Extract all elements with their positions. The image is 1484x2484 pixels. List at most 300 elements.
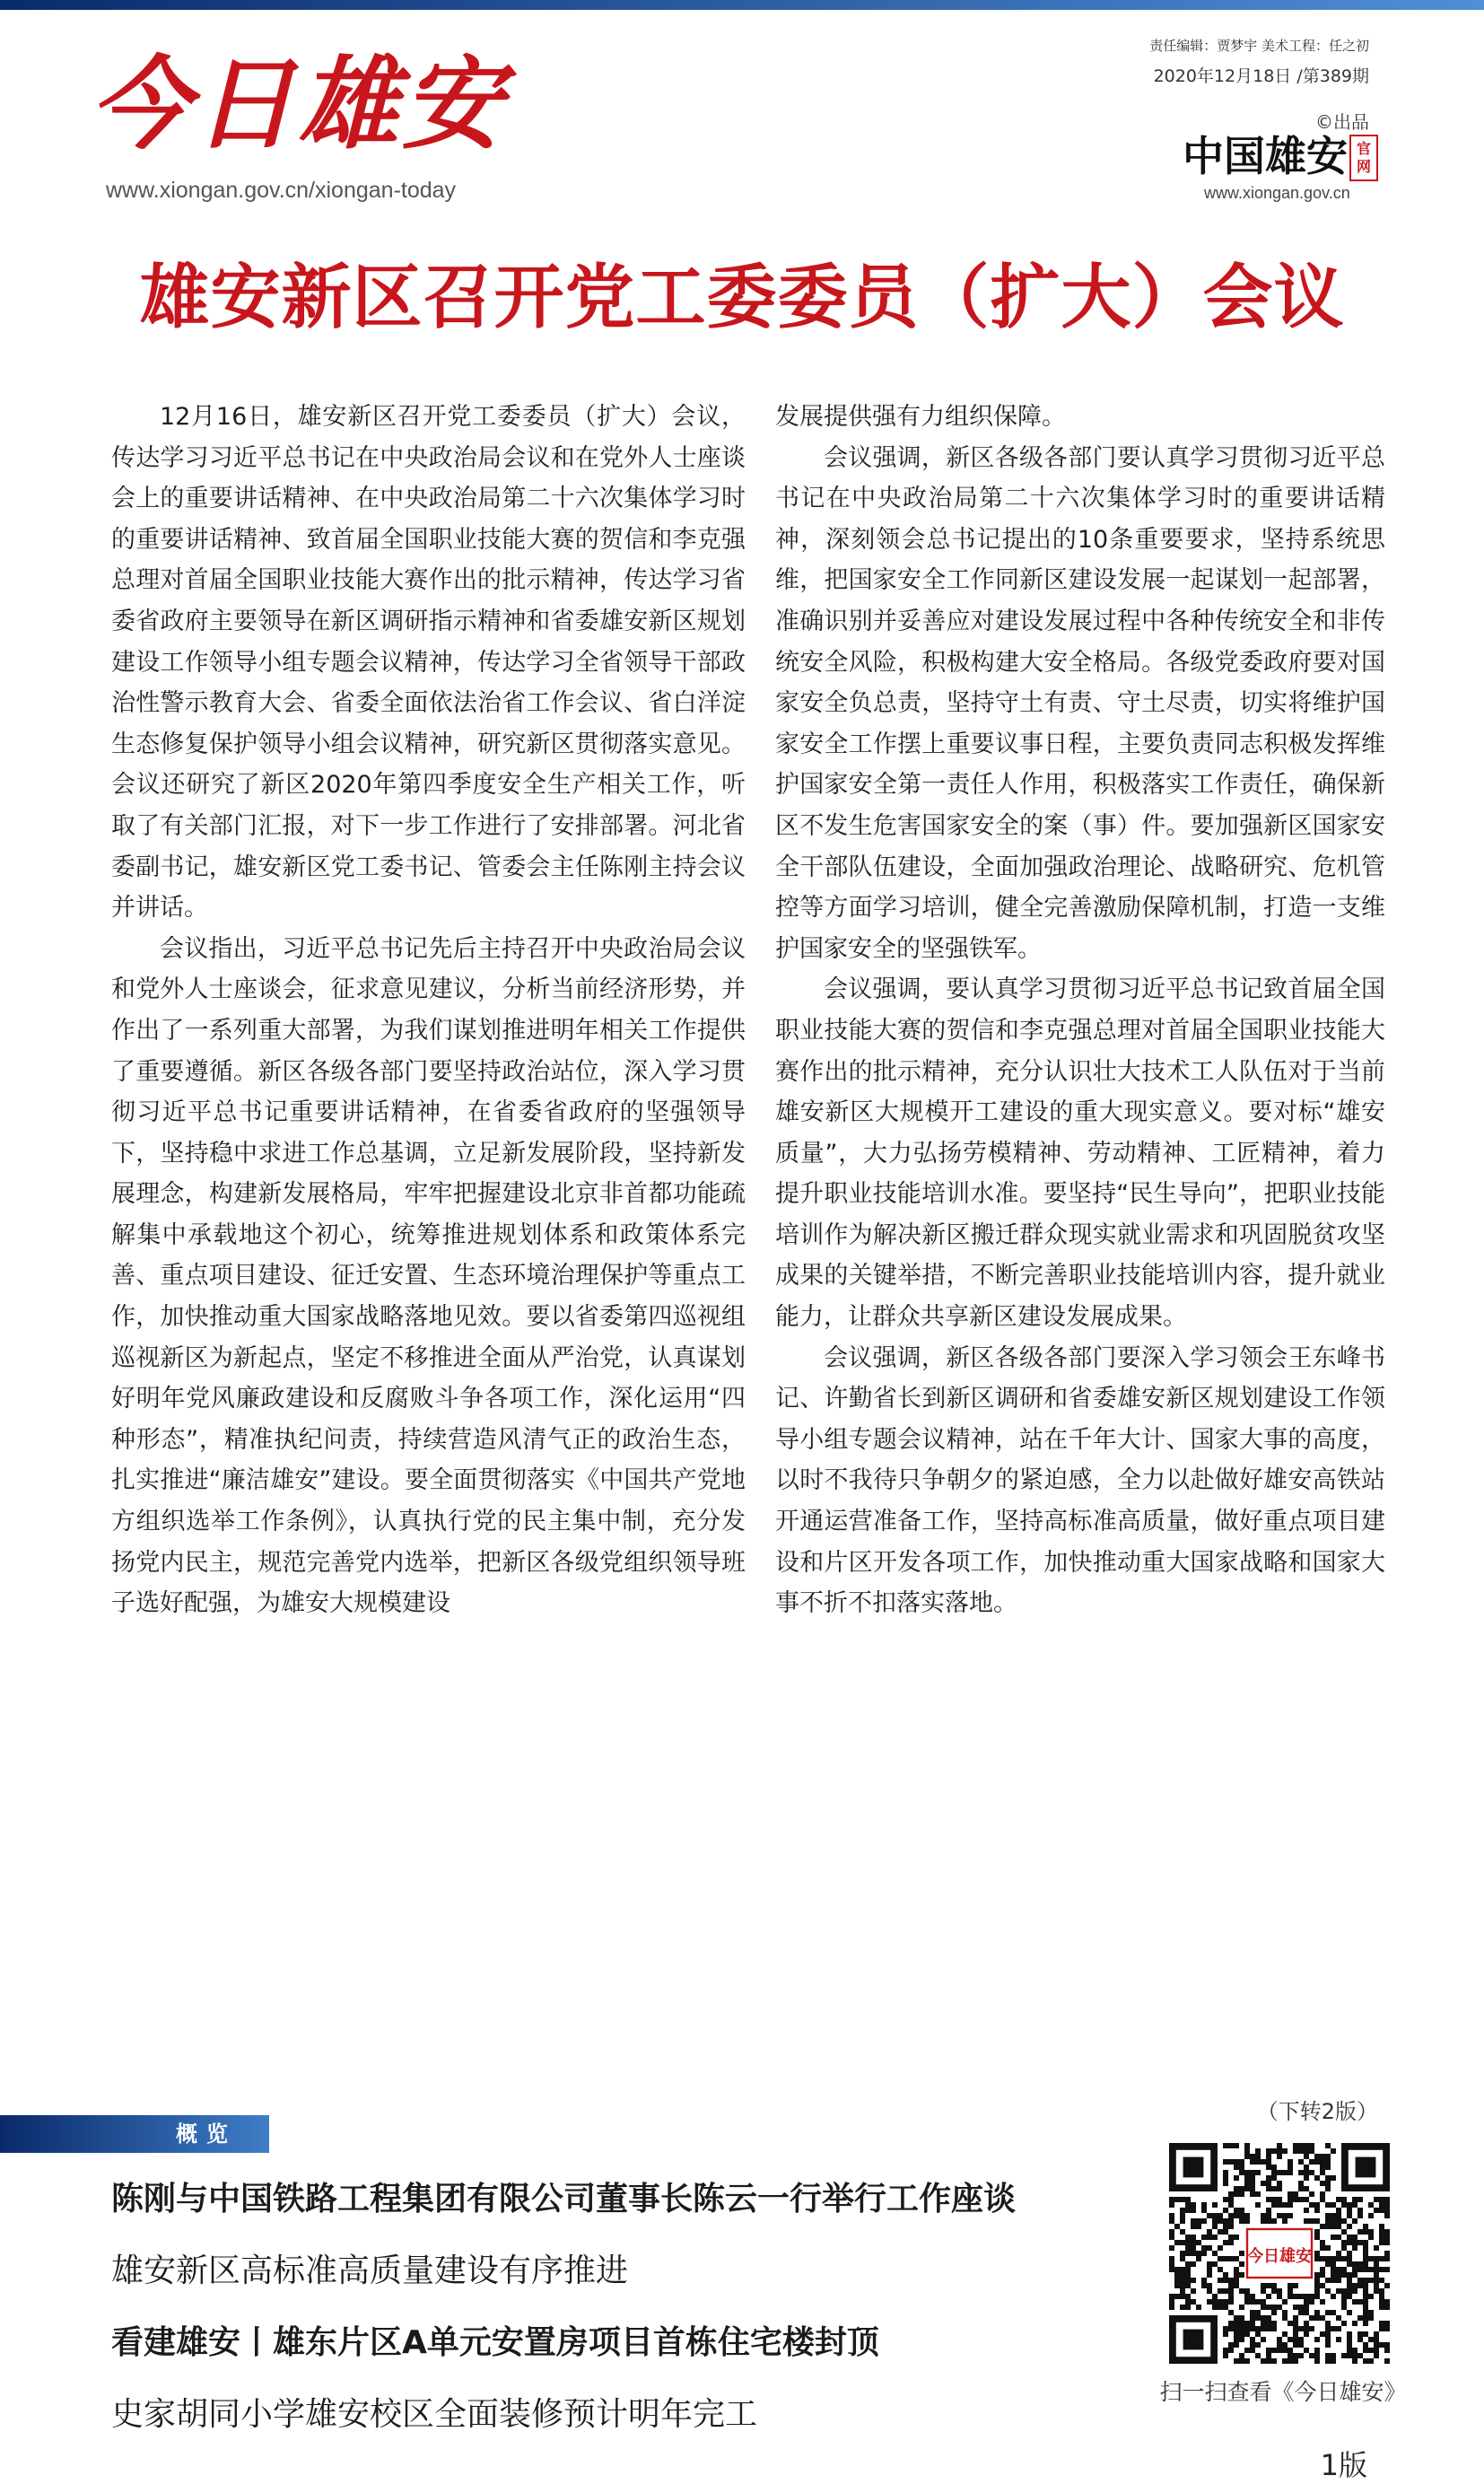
qr-module [1196, 2224, 1201, 2229]
qr-module [1212, 2261, 1218, 2267]
qr-module [1368, 2213, 1374, 2218]
qr-module [1239, 2321, 1244, 2326]
qr-module [1244, 2299, 1250, 2305]
qr-module [1207, 2213, 1212, 2218]
qr-module [1374, 2331, 1379, 2337]
qr-module [1331, 2261, 1336, 2267]
qr-module [1293, 2148, 1298, 2154]
qr-module [1325, 2288, 1331, 2294]
qr-module [1384, 2213, 1390, 2218]
qr-module [1293, 2197, 1298, 2202]
qr-module [1261, 2159, 1266, 2165]
qr-module [1266, 2305, 1271, 2310]
qr-module [1228, 2191, 1234, 2197]
qr-module [1331, 2213, 1336, 2218]
qr-module [1314, 2256, 1320, 2261]
qr-module [1212, 2299, 1218, 2305]
qr-module [1239, 2170, 1244, 2175]
qr-module [1352, 2267, 1357, 2272]
qr-module [1266, 2353, 1271, 2358]
qr-module [1169, 2229, 1174, 2235]
qr-module [1347, 2342, 1352, 2348]
qr-module [1304, 2148, 1309, 2154]
qr-module [1250, 2175, 1255, 2181]
qr-module [1228, 2342, 1234, 2348]
qr-module [1325, 2165, 1331, 2170]
qr-module [1288, 2202, 1293, 2208]
qr-module [1341, 2245, 1347, 2251]
qr-module [1234, 2278, 1239, 2283]
qr-module [1239, 2165, 1244, 2170]
qr-module [1169, 2245, 1174, 2251]
qr-module [1347, 2283, 1352, 2288]
qr-module [1266, 2159, 1271, 2165]
qr-module [1207, 2245, 1212, 2251]
overview-item[interactable]: 陈刚与中国铁路工程集团有限公司董事长陈云一行举行工作座谈 [111, 2181, 1017, 2217]
qr-module [1180, 2251, 1185, 2256]
qr-module [1304, 2197, 1309, 2202]
qr-module [1271, 2283, 1277, 2288]
qr-module [1239, 2288, 1244, 2294]
qr-module [1374, 2337, 1379, 2342]
qr-module [1325, 2326, 1331, 2331]
qr-module [1191, 2235, 1196, 2240]
qr-module [1314, 2278, 1320, 2283]
qr-module [1363, 2305, 1368, 2310]
qr-module [1261, 2299, 1266, 2305]
qr-module [1363, 2299, 1368, 2305]
qr-module [1244, 2148, 1250, 2154]
qr-module [1374, 2288, 1379, 2294]
qr-module [1347, 2278, 1352, 2283]
qr-module [1185, 2278, 1191, 2283]
qr-module [1288, 2170, 1293, 2175]
overview-item[interactable]: 雄安新区高标准高质量建设有序推进 [111, 2252, 629, 2289]
qr-module [1169, 2218, 1174, 2224]
qr-module [1255, 2170, 1261, 2175]
qr-module [1314, 2337, 1320, 2342]
qr-module [1255, 2148, 1261, 2154]
qr-module [1282, 2218, 1288, 2224]
qr-module [1293, 2358, 1298, 2364]
qr-module [1336, 2326, 1341, 2331]
qr-module [1255, 2315, 1261, 2321]
qr-module [1266, 2315, 1271, 2321]
qr-module [1314, 2175, 1320, 2181]
qr-module [1363, 2240, 1368, 2245]
qr-module [1357, 2331, 1363, 2337]
qr-module [1331, 2267, 1336, 2272]
qr-module [1185, 2261, 1191, 2267]
qr-module [1331, 2278, 1336, 2283]
qr-module [1271, 2310, 1277, 2315]
qr-module [1363, 2267, 1368, 2272]
qr-module [1261, 2218, 1266, 2224]
qr-module [1314, 2251, 1320, 2256]
qr-module [1288, 2159, 1293, 2165]
qr-module [1239, 2358, 1244, 2364]
qr-module [1180, 2278, 1185, 2283]
qr-module [1250, 2348, 1255, 2353]
qr-module [1352, 2272, 1357, 2278]
qr-module [1352, 2261, 1357, 2267]
qr-module [1384, 2256, 1390, 2261]
qr-module [1325, 2337, 1331, 2342]
qr-module [1357, 2353, 1363, 2358]
qr-module [1379, 2321, 1384, 2326]
qr-module [1298, 2353, 1304, 2358]
qr-module [1352, 2321, 1357, 2326]
qr-module [1347, 2240, 1352, 2245]
qr-module [1336, 2213, 1341, 2218]
qr-module [1298, 2337, 1304, 2342]
qr-module [1304, 2326, 1309, 2331]
qr-module [1234, 2175, 1239, 2181]
qr-module [1255, 2159, 1261, 2165]
qr-module [1314, 2348, 1320, 2353]
qr-module [1180, 2288, 1185, 2294]
qr-module [1261, 2326, 1266, 2331]
qr-module [1314, 2208, 1320, 2213]
qr-module [1234, 2191, 1239, 2197]
qr-module [1244, 2213, 1250, 2218]
article-paragraph: 12月16日，雄安新区召开党工委委员（扩大）会议，传达学习习近平总书记在中央政治局会议和在党外人士座谈会上的重要讲话精神、在中央政治局第二十六次集体学习时的重要讲话精神、致首届全国职业技能大赛的贺信和李克强总理对首届全国职业技能大赛作出的批示精神，传达学习省委省政府主要领导在新区调研指示精神和省委雄安新区规划建设工作领导小组专题会议精神，传达学习全省领导干部政治性警示教育大会、省委全面依法治省工作会议、省白洋淀生态修复保护领导小组会议精神，研究新区贯彻落实意见。会议还研究了新区2020年第四季度安全生产相关工作，听取了有关部门汇报，对下一步工作进行了安排部署。河北省委副书记，雄安新区党工委书记、管委会主任陈刚主持会议并讲话。 [111, 403, 746, 923]
qr-module [1250, 2170, 1255, 2175]
qr-module [1191, 2245, 1196, 2251]
qr-module [1196, 2240, 1201, 2245]
qr-module [1314, 2353, 1320, 2358]
qr-module [1347, 2251, 1352, 2256]
qr-module [1288, 2294, 1293, 2299]
qr-module [1314, 2235, 1320, 2240]
qr-module [1384, 2251, 1390, 2256]
qr-module [1255, 2353, 1261, 2358]
qr-module [1341, 2288, 1347, 2294]
seal-char: 网 [1356, 158, 1371, 175]
qr-module [1239, 2251, 1244, 2256]
qr-caption: 扫一扫查看《今日雄安》 [1159, 2379, 1407, 2405]
qr-module [1357, 2208, 1363, 2213]
overview-item[interactable]: 看建雄安丨雄东片区A单元安置房项目首栋住宅楼封顶 [111, 2324, 879, 2361]
qr-module [1185, 2251, 1191, 2256]
masthead-url[interactable]: www.xiongan.gov.cn/xiongan-today [106, 178, 457, 203]
qr-module [1212, 2305, 1218, 2310]
qr-module [1336, 2267, 1341, 2272]
qr-module [1293, 2342, 1298, 2348]
qr-module [1298, 2342, 1304, 2348]
qr-module [1304, 2143, 1309, 2148]
qr-module [1271, 2358, 1277, 2364]
qr-module [1271, 2321, 1277, 2326]
qr-module [1357, 2299, 1363, 2305]
qr-module [1304, 2154, 1309, 2159]
china-xiongan-logo: 中国雄安 [1183, 132, 1348, 180]
qr-module [1352, 2197, 1357, 2202]
qr-module [1244, 2348, 1250, 2353]
qr-module [1218, 2288, 1223, 2294]
qr-module [1228, 2310, 1234, 2315]
qr-module [1234, 2143, 1239, 2148]
qr-module [1207, 2288, 1212, 2294]
qr-module [1325, 2218, 1331, 2224]
qr-module [1185, 2305, 1191, 2310]
qr-module [1185, 2235, 1191, 2240]
qr-module [1331, 2358, 1336, 2364]
qr-module [1363, 2251, 1368, 2256]
qr-module [1223, 2272, 1228, 2278]
qr-module [1180, 2213, 1185, 2218]
qr-module [1250, 2191, 1255, 2197]
qr-module [1271, 2218, 1277, 2224]
qr-module [1207, 2299, 1212, 2305]
qr-module [1309, 2202, 1314, 2208]
qr-module [1331, 2202, 1336, 2208]
qr-module [1374, 2353, 1379, 2358]
qr-module [1368, 2315, 1374, 2321]
qr-module [1244, 2170, 1250, 2175]
qr-module [1309, 2170, 1314, 2175]
qr-module [1309, 2299, 1314, 2305]
qr-module [1314, 2159, 1320, 2165]
qr-module [1374, 2278, 1379, 2283]
qr-module [1368, 2235, 1374, 2240]
qr-module [1363, 2315, 1368, 2321]
qr-module [1234, 2326, 1239, 2331]
qr-module [1228, 2202, 1234, 2208]
qr-module [1185, 2294, 1191, 2299]
qr-module [1266, 2326, 1271, 2331]
qr-module [1341, 2229, 1347, 2235]
qr-module [1331, 2310, 1336, 2315]
qr-module [1234, 2337, 1239, 2342]
qr-module [1384, 2283, 1390, 2288]
qr-module [1228, 2213, 1234, 2218]
qr-module [1266, 2181, 1271, 2186]
qr-module [1234, 2267, 1239, 2272]
qr-module [1185, 2267, 1191, 2272]
qr-module [1357, 2229, 1363, 2235]
qr-module [1357, 2283, 1363, 2288]
qr-module [1298, 2159, 1304, 2165]
qr-module [1352, 2240, 1357, 2245]
qr-module [1271, 2170, 1277, 2175]
qr-module [1320, 2159, 1325, 2165]
qr-module [1374, 2256, 1379, 2261]
qr-module [1239, 2218, 1244, 2224]
qr-module [1169, 2305, 1174, 2310]
qr-module [1384, 2358, 1390, 2364]
qr-module [1239, 2159, 1244, 2165]
qr-module [1191, 2251, 1196, 2256]
masthead-logo: 今日雄安 [90, 46, 506, 163]
qr-module [1239, 2191, 1244, 2197]
qr-module [1180, 2218, 1185, 2224]
qr-module [1250, 2159, 1255, 2165]
overview-item[interactable]: 史家胡同小学雄安校区全面装修预计明年完工 [111, 2396, 758, 2433]
qr-module [1336, 2208, 1341, 2213]
qr-module [1293, 2353, 1298, 2358]
qr-module [1223, 2299, 1228, 2305]
brand-url[interactable]: www.xiongan.gov.cn [1204, 184, 1350, 202]
qr-module [1384, 2197, 1390, 2202]
qr-module [1169, 2294, 1174, 2299]
qr-module [1228, 2235, 1234, 2240]
qr-module [1379, 2294, 1384, 2299]
qr-module [1325, 2278, 1331, 2283]
qr-module [1293, 2191, 1298, 2197]
qr-module [1309, 2143, 1314, 2148]
qr-module [1304, 2321, 1309, 2326]
qr-code[interactable] [1169, 2143, 1390, 2364]
qr-module [1331, 2326, 1336, 2331]
qr-module [1185, 2245, 1191, 2251]
qr-module [1384, 2321, 1390, 2326]
qr-module [1255, 2326, 1261, 2331]
qr-module [1374, 2272, 1379, 2278]
qr-module [1207, 2229, 1212, 2235]
qr-module [1250, 2342, 1255, 2348]
qr-module [1277, 2337, 1282, 2342]
qr-module [1325, 2154, 1331, 2159]
qr-module [1363, 2288, 1368, 2294]
qr-module [1244, 2358, 1250, 2364]
qr-module [1331, 2256, 1336, 2261]
qr-module [1314, 2315, 1320, 2321]
qr-module [1347, 2256, 1352, 2261]
qr-module [1288, 2358, 1293, 2364]
qr-module [1374, 2208, 1379, 2213]
qr-module [1174, 2272, 1180, 2278]
qr-module [1201, 2245, 1207, 2251]
qr-module [1223, 2197, 1228, 2202]
qr-module [1384, 2299, 1390, 2305]
qr-module [1325, 2213, 1331, 2218]
qr-module [1207, 2272, 1212, 2278]
qr-module [1336, 2315, 1341, 2321]
qr-module [1298, 2143, 1304, 2148]
qr-module [1223, 2224, 1228, 2229]
qr-module [1282, 2310, 1288, 2315]
qr-module [1174, 2278, 1180, 2283]
qr-module [1336, 2256, 1341, 2261]
qr-module [1309, 2218, 1314, 2224]
qr-module [1379, 2235, 1384, 2240]
qr-module [1234, 2358, 1239, 2364]
qr-module [1331, 2294, 1336, 2299]
qr-module [1331, 2235, 1336, 2240]
qr-module [1384, 2305, 1390, 2310]
qr-module [1363, 2245, 1368, 2251]
article-right-column [775, 397, 1385, 1624]
qr-module [1282, 2202, 1288, 2208]
qr-module [1352, 2353, 1357, 2358]
qr-module [1191, 2240, 1196, 2245]
qr-module [1239, 2186, 1244, 2191]
qr-module [1325, 2321, 1331, 2326]
qr-module [1384, 2240, 1390, 2245]
qr-module [1250, 2315, 1255, 2321]
qr-module [1223, 2218, 1228, 2224]
qr-module [1244, 2186, 1250, 2191]
qr-module [1277, 2294, 1282, 2299]
qr-module [1266, 2348, 1271, 2353]
qr-module [1261, 2321, 1266, 2326]
qr-module [1234, 2165, 1239, 2170]
qr-module [1169, 2267, 1174, 2272]
qr-module [1228, 2197, 1234, 2202]
qr-module [1261, 2358, 1266, 2364]
qr-module [1282, 2315, 1288, 2321]
qr-module [1218, 2299, 1223, 2305]
qr-module [1266, 2208, 1271, 2213]
qr-module [1357, 2240, 1363, 2245]
qr-module [1244, 2321, 1250, 2326]
qr-module [1266, 2218, 1271, 2224]
qr-module [1196, 2305, 1201, 2310]
qr-module [1255, 2202, 1261, 2208]
qr-module [1185, 2208, 1191, 2213]
qr-module [1201, 2278, 1207, 2283]
qr-module [1228, 2159, 1234, 2165]
continued-on-page-2[interactable]: （下转2版） [1256, 2099, 1378, 2124]
qr-module [1304, 2294, 1309, 2299]
qr-module [1304, 2331, 1309, 2337]
qr-module [1336, 2272, 1341, 2278]
qr-module [1341, 2299, 1347, 2305]
qr-module [1201, 2251, 1207, 2256]
qr-module [1341, 2267, 1347, 2272]
qr-module [1325, 2353, 1331, 2358]
qr-module [1282, 2148, 1288, 2154]
qr-module [1298, 2186, 1304, 2191]
qr-module [1250, 2181, 1255, 2186]
qr-module [1244, 2218, 1250, 2224]
qr-module [1212, 2235, 1218, 2240]
article-paragraph: 会议强调，新区各级各部门要认真学习贯彻习近平总书记在中央政治局第二十六次集体学习时的重要讲话精神，深刻领会总书记提出的10条重要要求，坚持系统思维，把国家安全工作同新区建设发展一起谋划一起部署，准确识别并妥善应对建设发展过程中各种传统安全和非传统安全风险，积极构建大安全格局。各级党委政府要对国家安全负总责，坚持守土有责、守土尽责，切实将维护国家安全工作摆上重要议事日程，主要负责同志积极发挥维护国家安全第一责任人作用，积极落实工作责任，确保新区不发生危害国家安全的案（事）件。要加强新区国家安全干部队伍建设，全面加强政治理论、战略研究、危机管控等方面学习培训，健全完善激励保障机制，打造一支维护国家安全的坚强铁军。 [775, 443, 1385, 963]
qr-module [1223, 2170, 1228, 2175]
qr-module [1363, 2224, 1368, 2229]
qr-module [1325, 2186, 1331, 2191]
qr-module [1282, 2342, 1288, 2348]
qr-module [1201, 2235, 1207, 2240]
qr-module [1223, 2348, 1228, 2353]
qr-module [1309, 2159, 1314, 2165]
qr-module [1357, 2315, 1363, 2321]
qr-module [1363, 2348, 1368, 2353]
qr-module [1384, 2208, 1390, 2213]
qr-module [1379, 2305, 1384, 2310]
qr-module [1277, 2213, 1282, 2218]
qr-module [1212, 2218, 1218, 2224]
qr-module [1180, 2229, 1185, 2235]
qr-module [1379, 2197, 1384, 2202]
qr-module [1309, 2326, 1314, 2331]
qr-module [1218, 2213, 1223, 2218]
qr-module [1169, 2299, 1174, 2305]
qr-module [1314, 2272, 1320, 2278]
qr-module [1282, 2331, 1288, 2337]
qr-module [1347, 2310, 1352, 2315]
qr-module [1218, 2267, 1223, 2272]
qr-module [1277, 2348, 1282, 2353]
qr-module [1201, 2202, 1207, 2208]
qr-module [1266, 2294, 1271, 2299]
qr-module [1223, 2229, 1228, 2235]
qr-module [1363, 2294, 1368, 2299]
qr-module [1379, 2288, 1384, 2294]
qr-module [1352, 2358, 1357, 2364]
qr-module [1239, 2326, 1244, 2331]
